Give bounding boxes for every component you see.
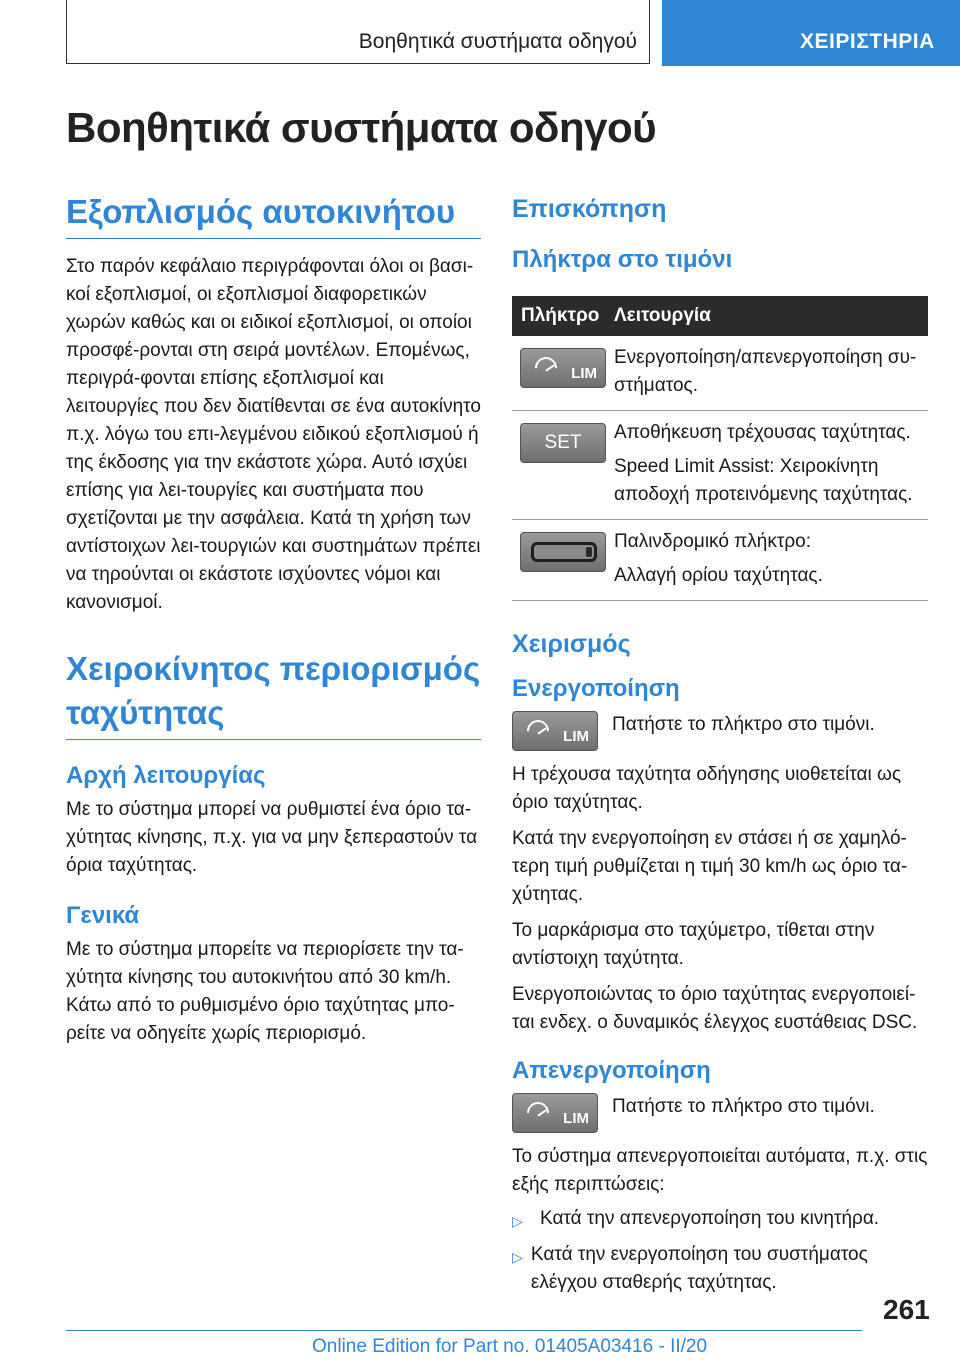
buttons-heading: Πλήκτρα στο τιμόνι bbox=[512, 246, 733, 273]
equipment-text: Στο παρόν κεφάλαιο περιγράφονται όλοι οι βασι-κοί εξοπλισμοί, οι εξοπλισμοί διαφορετικών χωρών καθώς και οι ειδικοί εξοπλισμοί, οι οποίοι προσφέ-ρονται στη σειρά μοντέλων. Επομένως, περιγρά-φονται επίσης εξοπλισμοί και λειτουργίες που δεν διατίθενται σε ένα αυτοκίνητο π.χ. λόγω του επι-λεγμένου ειδικού εξοπλισμού ή της έκδοσης για την εκάστοτε χώρα. Αυτό ισχύει επίσης για λει-τουργίες και συστήματα που σχετίζονται με την ασφάλεια. Κατά τη χρήση των αντίστοιχων λει-τουργιών και συστημάτων πρέπει να τηρούνται οι εκάστοτε ισχύοντες νόμοι και κανονισμοί. bbox=[66, 256, 481, 613]
activate-paragraph: Ενεργοποιώντας το όριο ταχύτητας ενεργοποιεί-ται ενδεχ. ο δυναμικός έλεγχος ευστάθειας DSC. bbox=[512, 984, 918, 1033]
chapter-label: Βοηθητικά συστήματα οδηγού bbox=[358, 30, 637, 53]
principle-text: Με το σύστημα μπορεί να ρυθμιστεί ένα όριο τα-χύτητας κίνησης, π.χ. για να μην ξεπεραστούν τα όρια ταχύτητας. bbox=[66, 799, 478, 876]
equipment-heading: Εξοπλισμός αυτοκινήτου bbox=[66, 190, 481, 239]
col-function-header: Λειτουργία bbox=[614, 305, 711, 326]
left-column bbox=[66, 190, 481, 1048]
activate-paragraph: Το μαρκάρισμα στο ταχύμετρο, τίθεται στην αντίστοιχη ταχύτητα. bbox=[512, 920, 875, 969]
row-function-text: Ενεργοποίηση/απενεργοποίηση συ-στήματος. bbox=[614, 347, 917, 396]
edition-note: Online Edition for Part no. 01405A03416 - II/20 bbox=[312, 1336, 708, 1357]
bullet-triangle-icon: ▷ bbox=[512, 1213, 523, 1229]
table-header bbox=[512, 296, 928, 336]
row-function-text: Αλλαγή ορίου ταχύτητας. bbox=[614, 565, 823, 586]
activate-step-text: Πατήστε το πλήκτρο στο τιμόνι. bbox=[612, 714, 875, 735]
col-key-header: Πλήκτρο bbox=[521, 305, 600, 326]
section-label: ΧΕΙΡΙΣΤΗΡΙΑ bbox=[800, 30, 935, 53]
right-column bbox=[512, 192, 928, 1297]
table-row bbox=[512, 520, 928, 601]
page-number: 261 bbox=[883, 1294, 930, 1325]
lim-button-icon: LIM bbox=[520, 348, 606, 388]
bullet-triangle-icon: ▷ bbox=[512, 1249, 523, 1265]
list-item: ▷ Κατά την απενεργοποίηση του κινητήρα. bbox=[512, 1205, 928, 1235]
row-function-text: Παλινδρομικό πλήκτρο: bbox=[614, 531, 811, 552]
table-row bbox=[512, 336, 928, 411]
rocker-switch-icon bbox=[520, 532, 606, 572]
deactivate-text: Το σύστημα απενεργοποιείται αυτόματα, π.χ. στις εξής περιπτώσεις: bbox=[512, 1146, 928, 1195]
set-button-icon: SET bbox=[520, 423, 606, 463]
operation-heading: Χειρισμός bbox=[512, 630, 631, 658]
row-function-text: Αποθήκευση τρέχουσας ταχύτητας. bbox=[614, 422, 911, 443]
principle-heading: Αρχή λειτουργίας bbox=[66, 762, 266, 789]
table-row bbox=[512, 411, 928, 520]
limiter-heading: Χειροκίνητος περιορισμός ταχύτητας bbox=[66, 647, 481, 740]
deactivate-step bbox=[512, 1093, 928, 1133]
row-function-text: Speed Limit Assist: Χειροκίνητη αποδοχή προτεινόμενης ταχύτητας. bbox=[614, 456, 913, 505]
deactivate-step-text: Πατήστε το πλήκτρο στο τιμόνι. bbox=[612, 1096, 875, 1117]
activate-step bbox=[512, 711, 928, 751]
section-tab bbox=[662, 0, 960, 66]
deactivate-heading: Απενεργοποίηση bbox=[512, 1057, 711, 1084]
lim-button-icon: LIM bbox=[512, 1093, 598, 1133]
activate-paragraph: Κατά την ενεργοποίηση εν στάσει ή σε χαμηλό-τερη τιμή ρυθμίζεται η τιμή 30 km/h ως όριο τα-χύτητας. bbox=[512, 828, 908, 905]
activate-paragraph: Η τρέχουσα ταχύτητα οδήγησης υιοθετείται ως όριο ταχύτητας. bbox=[512, 764, 901, 813]
footer-divider bbox=[66, 1330, 862, 1331]
list-item: ▷ Κατά την ενεργοποίηση του συστήματος ελέγχου σταθερής ταχύτητας. bbox=[512, 1241, 928, 1297]
activate-heading: Ενεργοποίηση bbox=[512, 675, 680, 702]
general-heading: Γενικά bbox=[66, 902, 140, 929]
overview-heading: Επισκόπηση bbox=[512, 195, 667, 223]
page-title: Βοηθητικά συστήματα οδηγού bbox=[66, 104, 657, 151]
chapter-tab bbox=[66, 0, 650, 64]
buttons-table bbox=[512, 296, 928, 601]
lim-button-icon: LIM bbox=[512, 711, 598, 751]
general-text: Με το σύστημα μπορείτε να περιορίσετε την τα-χύτητα κίνησης του αυτοκινήτου από 30 km/h. Κάτω από το ρυθμισμένο όριο ταχύτητας μπο-ρείτε να οδηγείτε χωρίς περιορισμό. bbox=[66, 939, 464, 1044]
